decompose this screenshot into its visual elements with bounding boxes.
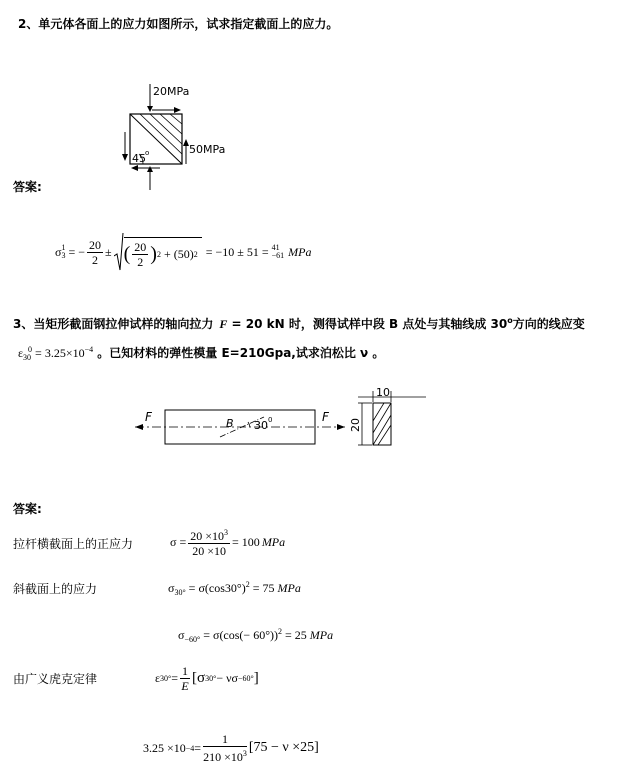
q2-principal-stress-formula: σ 1 3 = − $\frac{20}{2}$ ± ( $\frac{20}{2}$ ) 2 + (50) 2 = −10 ± 51 = 41 −61 MPa: [55, 232, 311, 272]
eq1-normal-stress: σ = $\frac{20 \times 10^3}{20 \times 10}$ = 100 MPa: [170, 528, 286, 558]
question-3-line2: $\varepsilon_{30}^0 = 3.25\times 10^{-4}$ 。已知材料的弹性模量 E=210Gpa,试求泊松比 ν 。: [18, 345, 385, 362]
eq2-label: 斜截面上的应力: [13, 582, 98, 596]
label-20mpa: 20MPa: [153, 85, 190, 98]
left-force-arrow: [135, 424, 143, 430]
point-b-label: B: [226, 417, 234, 430]
question-2-title: 2、单元体各面上的应力如图所示，试求指定截面上的应力。: [18, 17, 339, 31]
right-force-arrow: [337, 424, 345, 430]
eq2-stress-30: $\sigma_{30^\circ} = \sigma(\cos 30^\circ)^2 = 75$ MPa: [168, 580, 301, 597]
force-label-right: F: [322, 410, 329, 424]
eq4-label: 由广义虎克定律: [13, 672, 98, 686]
force-label-left: F: [145, 410, 152, 424]
question-3-title: 3、当矩形截面钢拉伸试样的轴向拉力 F = 20 kN 时，测得试样中段 B 点处与其轴线成 30$^o$方向的线应变: [13, 316, 585, 331]
dim-20-label: 20: [349, 418, 362, 432]
eq1-label: 拉杆横截面上的正应力: [13, 537, 134, 551]
q2-answer-label: 答案:: [13, 180, 42, 194]
hatch-lines: [140, 114, 182, 154]
angle-30-label: 30: [254, 419, 268, 432]
label-45: 45: [132, 152, 146, 165]
dim-10-label: 10: [376, 386, 390, 399]
eq3-stress-minus-60: $\sigma_{-60^\circ} = \sigma(\cos(- 60^\circ))^2 = 25$ MPa: [178, 627, 334, 644]
angle-30-deg: 0: [268, 416, 273, 424]
eq5-solve-poisson: 3.25 ×10 −4 = $\frac{1}{210 \times 10^3}$ [75 − ν ×25]: [143, 732, 319, 764]
element-stress-figure: [110, 80, 250, 192]
label-50mpa: 50MPa: [189, 143, 226, 156]
q3-answer-label: 答案:: [13, 502, 42, 516]
eq4-hooke-law: ε 30° = $\frac{1}{E}$ [σ 30° − νσ −60° ]: [155, 663, 259, 693]
label-45-deg: o: [145, 149, 150, 157]
tensile-specimen-figure: [130, 385, 430, 455]
